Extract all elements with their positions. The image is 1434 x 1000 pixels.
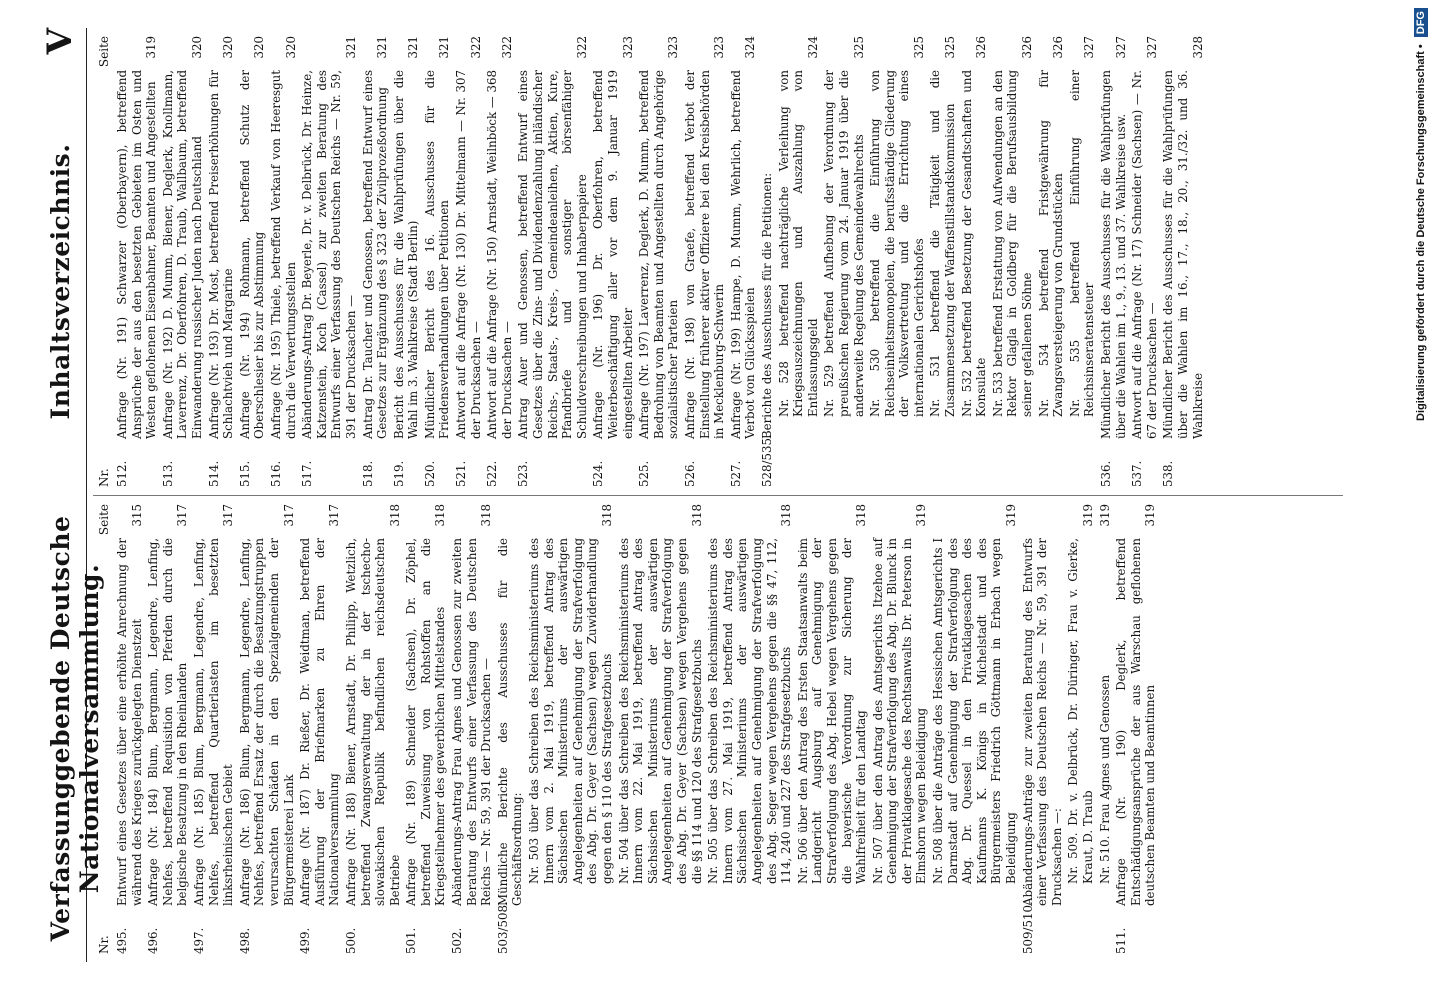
- entry-page: 318: [387, 504, 402, 527]
- entry-text: Anfrage (Nr. 199) Hampe, D. Mumm, Wehrlich, betreffend Verbot von Glücksspielen: [728, 70, 758, 439]
- entry-page: 317: [175, 504, 190, 527]
- entry-text: Nr. 506 über den Antrag des Ersten Staatsanwalts beim Landgericht Augsburg auf Genehmigung der Strafverfolgung des Abg. Hebel wegen Vergehens gegen die bayerische Verordnung zur Sicherung der Wahlfreiheit für den Landtag: [795, 538, 869, 884]
- toc-entry: [161, 36, 205, 487]
- entry-number: 525.: [637, 460, 652, 487]
- toc-entry: [1066, 504, 1095, 954]
- entry-text: Anfrage (Nr. 195) Thiele, betreffend Verkauf von Heeresgut durch die Verwertungsstellen: [268, 70, 298, 439]
- entry-page: 326: [1020, 36, 1035, 59]
- entry-page: 319: [1143, 504, 1158, 527]
- entry-number: 522.: [485, 460, 500, 487]
- toc-entry: [1114, 504, 1158, 954]
- entry-text: Anfrage (Nr. 193) Dr. Most, betreffend Preiserhöhungen für Schlachtvieh und Margarine: [206, 70, 236, 439]
- nr-header: Nr.: [97, 935, 111, 954]
- entry-page: 322: [499, 36, 514, 59]
- entry-text: Abänderungs-Antrag Frau Agnes und Genossen zur zweiten Beratung des Entwurfs einer Verfassung des Deutschen Reichs — Nr. 59, 391 der Drucksachen —: [450, 538, 494, 906]
- entry-number: 528/535.: [759, 434, 774, 487]
- entry-page: 318: [479, 504, 494, 527]
- entry-text: Abänderungs-Anträge zur zweiten Beratung des Entwurfs einer Verfassung des Deutschen Reichs — Nr. 59, 391 der Drucksachen —:: [1020, 538, 1064, 906]
- entry-page: 323: [666, 36, 681, 59]
- entry-number: 501.: [404, 927, 419, 954]
- entry-page: 319: [1004, 504, 1019, 527]
- entry-text: Nr. 507 über den Antrag des Amtsgerichts Itzehoe auf Genehmigung der Strafverfolgung des Abg. Dr. Blunck in der Privatklagesache des Rechtsanwalts Dr. Peterson in Elmshorn wegen Beleidigung: [870, 538, 929, 884]
- entry-text: Anfrage (Nr. 185) Blum, Bergmann, Legendre, Lenfing, Nehfes, betreffend Quartierlasten im besetzten linksrheinischen Gebiet: [191, 538, 236, 906]
- entry-text: Mündlicher Bericht des Ausschusses für die Wahlprüfungen über die Wahlen im 16., 17., 18., 20., 31./32. und 36. Wahlkreise: [1161, 70, 1205, 439]
- entry-number: 497.: [191, 927, 206, 954]
- entry-number: 537.: [1130, 460, 1145, 487]
- toc-entry: [1161, 36, 1205, 487]
- entry-text: Nr. 504 über das Schreiben des Reichsministeriums des Innern vom 22. Mai 1919, betreffend Antrag des Sächsischen Ministeriums der auswärtigen Angelegenheiten auf Genehmigung der Strafverfolgung des Abg. Dr. Geyer (Sachsen) wegen Vergehens gegen die §§ 114 und 120 des Strafgesetzbuchs: [616, 538, 704, 884]
- entry-page: 324: [805, 36, 820, 59]
- entry-page: 321: [406, 36, 421, 59]
- entry-number: 498.: [237, 927, 252, 954]
- toc-entry: [496, 504, 525, 954]
- toc-entry: [1098, 504, 1113, 954]
- entry-text: Abänderungs-Antrag Dr. Beyerle, Dr. v. Delbrück, Dr. Heinze, Katzenstein, Koch (Cassel) zur zweiten Beratung des Entwurfs einer Verfassung des Deutschen Reichs — Nr. 59, 391 der Drucksachen —: [300, 70, 358, 439]
- entry-number: 523.: [516, 460, 531, 487]
- toc-entry: [238, 36, 267, 487]
- entry-page: 318: [854, 504, 869, 527]
- entry-page: 326: [1051, 36, 1066, 59]
- toc-entry: [1037, 36, 1066, 487]
- toc-entry: [1099, 36, 1128, 487]
- entry-text: Nr. 528 betreffend nachträgliche Verleihung von Kriegsauszeichnungen und Auszahlung von Entlassungsgeld: [776, 70, 820, 417]
- toc-entry: [527, 504, 615, 954]
- entry-text: Anfrage (Nr. 191) Schwarzer (Oberbayern), betreffend Ansprüche der aus den besetzten Gebieten im Osten und Westen geflohenen Eisenbahner, Beamten und Angestellten: [115, 70, 159, 439]
- toc-entry: [298, 504, 342, 954]
- entry-text: Anfrage (Nr. 187) Dr. Rießer, Dr. Weidtman, betreffend Ausführung der Briefmarken zu Ehren der Nationalversammlung: [298, 538, 342, 906]
- entry-text: Nr. 532 betreffend Besetzung der Gesandtschaften und Konsulate: [959, 70, 989, 417]
- entry-text: Anfrage (Nr. 190) Deglerk, betreffend Entschädigungsansprüche der aus Warschau geflohenen deutschen Beamten und Beamtinnen: [1114, 538, 1158, 906]
- entry-page: 319: [1081, 504, 1095, 527]
- document-title: Verfassunggebende Deutsche Nationalversammlung.: [46, 515, 104, 942]
- entry-text: Anfrage (Nr. 186) Blum, Bergmann, Legendre, Lenfing, Nehfes, betreffend Ersatz der durch die Besatzungstruppen verursachten Schäden in den Spezialgemeinden der Bürgermeisterei Lank: [237, 538, 296, 906]
- column-header: [97, 36, 115, 487]
- entry-number: 513.: [160, 460, 175, 487]
- entry-page: 322: [468, 36, 483, 59]
- entry-page: 322: [574, 36, 589, 59]
- toc-entry: [796, 504, 869, 954]
- nr-header: Nr.: [97, 468, 111, 487]
- entry-text: Bericht des Ausschusses für die Wahlprüfungen über die Wahl im 3. Wahlkreise (Stadt Berlin): [391, 70, 421, 439]
- entry-page: 323: [712, 36, 727, 59]
- toc-entry: [777, 36, 821, 487]
- entry-text: Anfrage (Nr. 192) D. Mumm, Biener, Deglerk, Knollmann, Laverrenz, Dr. Oberfohren, D. Traub, Wallbaum, betreffend Einwanderung russischer Juden nach Deutschland: [160, 70, 204, 439]
- entry-text: Nr. 503 über das Schreiben des Reichsministeriums des Innern vom 2. Mai 1919, betreffend Antrag des Sächsischen Ministeriums der auswärtigen Angelegenheiten auf Genehmigung der Strafverfolgung des Abg. Dr. Geyer (Sachsen) wegen Zuwiderhandlung gegen den § 110 des Strafgesetzbuchs: [527, 538, 614, 884]
- toc-entry: [591, 36, 635, 487]
- entry-page: 318: [433, 504, 448, 527]
- toc-entry: [423, 36, 452, 487]
- toc-entry: [928, 36, 957, 487]
- entry-number: 511.: [1114, 927, 1129, 954]
- section-title: Inhaltsverzeichnis.: [46, 143, 75, 420]
- entry-number: 499.: [298, 927, 313, 954]
- entry-page: 318: [689, 504, 704, 527]
- entry-page: 325: [943, 36, 958, 59]
- toc-entry: [238, 504, 296, 954]
- toc-entry: [300, 36, 358, 487]
- entry-text: Anfrage (Nr. 194) Rohmann, betreffend Schutz der Oberschlesier bis zur Abstimmung: [237, 70, 267, 439]
- entry-page: 323: [620, 36, 635, 59]
- entry-page: 320: [189, 36, 204, 59]
- left-column: [93, 495, 1343, 962]
- toc-entry: [871, 504, 929, 954]
- entry-text: Anfrage (Nr. 198) von Graefe, betreffend Verbot der Einstellung früherer aktiver Offiziere bei den Kreisbehörden in Mecklenburg-Schwerin: [682, 70, 727, 439]
- entry-text: Entwurf eines Gesetzes über eine erhöhte Anrechnung der während des Krieges zurückgelegten Dienstzeit: [115, 538, 144, 906]
- entry-page: 317: [327, 504, 342, 527]
- entry-text: Nr. 509. Dr. v. Delbrück, Dr. Düringer, Frau v. Gierke, Kraut, D. Traub: [1066, 538, 1095, 884]
- toc-entry: [822, 36, 866, 487]
- toc-entry: [404, 504, 448, 954]
- entry-number: 527.: [728, 460, 743, 487]
- digitization-text: Digitalisierung gefördert durch die Deutsche Forschungsgemeinschaft •: [1415, 44, 1427, 421]
- entry-page: 327: [1113, 36, 1128, 59]
- entry-number: 521.: [454, 460, 469, 487]
- entry-page: 319: [1097, 504, 1112, 527]
- entry-page: 320: [252, 36, 267, 59]
- seite-header: Seite: [97, 36, 111, 68]
- entry-number: 520.: [422, 460, 437, 487]
- toc-entry: [683, 36, 727, 487]
- entry-page: 320: [283, 36, 298, 59]
- toc-entry: [729, 36, 758, 487]
- toc-entry: [516, 36, 589, 487]
- entry-page: 315: [129, 504, 144, 527]
- entry-text: Anfrage (Nr. 189) Schneider (Sachsen), Dr. Zöphel, betreffend Zuweisung von Rohstoffen an die Kriegsteilnehmer des gewerblichen Mittelstandes: [404, 538, 448, 906]
- entry-text: Antwort auf die Anfrage (Nr. 17) Schneider (Sachsen) — Nr. 67 der Drucksachen —: [1130, 70, 1159, 439]
- left-entry-list: [115, 504, 1158, 954]
- entry-page: 325: [911, 36, 926, 59]
- page-number: V: [40, 28, 80, 55]
- entry-page: 319: [144, 36, 159, 59]
- entry-page: 327: [1144, 36, 1159, 59]
- toc-entry: [392, 36, 421, 487]
- toc-entry: [760, 36, 775, 487]
- right-column: [93, 28, 1343, 495]
- entry-text: Nr. 533 betreffend Erstattung von Aufwendungen an den Rektor Glagla in Goldberg für die Berufsausbildung seiner gefallenen Söhne: [990, 70, 1035, 417]
- entry-number: 496.: [146, 927, 161, 954]
- toc-entry: [960, 36, 989, 487]
- toc-columns: [93, 28, 1343, 962]
- entry-number: 509/510.: [1020, 901, 1035, 954]
- entry-page: 317: [221, 504, 236, 527]
- entry-text: Antrag Auer und Genossen, betreffend Entwurf eines Gesetzes über die Zins- und Dividendenzahlung inländischer Reichs-, Staats-, Kreis-, Gemeindeanleihen, Aktien, Kure, Pfandbriefe und sonstiger börsenfähiger Schuldverschreibungen und Inhaberpapiere: [516, 70, 589, 439]
- entry-number: 519.: [391, 460, 406, 487]
- entry-number: 526.: [682, 460, 697, 487]
- dfg-logo: DFG: [1414, 8, 1428, 37]
- entry-number: 524.: [591, 460, 606, 487]
- entry-text: Nr. 510. Frau Agnes und Genossen: [1097, 674, 1112, 884]
- entry-text: Antrag Dr. Taucher und Genossen, betreffend Entwurf eines Gesetzes zur Ergänzung des § 323 der Zivilprozeßordnung: [360, 70, 390, 439]
- entry-text: Anfrage (Nr. 197) Laverrenz, Deglerk, D. Mumm, betreffend Bedrohung von Beamten und Angestellten durch Angehörige sozialistischer Parteien: [637, 70, 681, 439]
- seite-header: Seite: [97, 504, 111, 536]
- toc-entry: [637, 36, 681, 487]
- entry-page: 321: [437, 36, 452, 59]
- right-entry-list: [115, 36, 1205, 487]
- toc-entry: [1068, 36, 1097, 487]
- toc-entry: [617, 504, 705, 954]
- entry-text: Nr. 529 betreffend Aufhebung der Verordnung der preußischen Regierung vom 24. Januar 1919 über die anderweite Regelung des Gemeindewahlrechts: [822, 70, 866, 417]
- entry-page: 320: [221, 36, 236, 59]
- entry-text: Antwort auf die Anfrage (Nr. 130) Dr. Mittelmann — Nr. 307 der Drucksachen —: [454, 70, 483, 439]
- entry-text: Berichte des Ausschusses für die Petitionen:: [759, 172, 774, 439]
- toc-entry: [931, 504, 1019, 954]
- toc-entry: [1021, 504, 1065, 954]
- entry-page: 318: [779, 504, 794, 527]
- toc-entry: [344, 504, 402, 954]
- toc-entry: [454, 36, 483, 487]
- entry-page: 325: [851, 36, 866, 59]
- entry-text: Nr. 535 betreffend Einführung einer Reichsinseratensteuer: [1067, 70, 1097, 417]
- toc-entry: [115, 504, 144, 954]
- entry-number: 536.: [1099, 460, 1113, 487]
- toc-entry: [361, 36, 390, 487]
- entry-page: 328: [1190, 36, 1205, 59]
- entry-page: 321: [343, 36, 358, 59]
- entry-text: Nr. 534 betreffend Fristgewährung für Zwangsversteigerung von Grundstücken: [1036, 70, 1066, 417]
- entry-text: Nr. 530 betreffend die Einführung von Reichseinheitsmonopolen, die berufsständige Gliederung der Volksvertretung und die Errichtung eines internationalen Gerichtshofes: [868, 70, 926, 417]
- entry-text: Anfrage (Nr. 184) Blum, Bergmann, Legendre, Lenfing, Nehfes, betreffend Requisition von Pferden durch die belgische Besatzung in den Rheinlanden: [146, 538, 190, 906]
- entry-number: 517.: [300, 460, 315, 487]
- entry-number: 503/508.: [495, 901, 510, 954]
- entry-text: Antwort auf die Anfrage (Nr. 150) Arnstadt, Weilnböck — 368 der Drucksachen —: [485, 70, 514, 439]
- entry-number: 502.: [450, 927, 465, 954]
- entry-number: 500.: [343, 927, 358, 954]
- digitization-note: [1410, 8, 1432, 998]
- toc-entry: [1130, 36, 1159, 487]
- entry-number: 538.: [1161, 460, 1176, 487]
- toc-entry: [115, 36, 159, 487]
- entry-text: Nr. 508 über die Anträge des Hessischen Amtsgerichts I Darmstadt auf Genehmigung der Strafverfolgung des Abg. Dr. Quessel in den Privatklagesachen des Kaufmanns K. Königs in Michelstadt und des Bürgermeisters Friedrich Göttmann in Erbach wegen Beleidigung: [931, 538, 1019, 884]
- toc-entry: [706, 504, 794, 954]
- toc-entry: [991, 36, 1035, 487]
- entry-page: 317: [281, 504, 296, 527]
- toc-entry: [868, 36, 926, 487]
- entry-text: Anfrage (Nr. 188) Biener, Arnstadt, Dr. Philipp, Wetzlich, betreffend Zwangsverwaltung der in der tschecho-slowakischen Republik befindlichen reichsdeutschen Betriebe: [343, 538, 402, 906]
- entry-number: 516.: [268, 460, 283, 487]
- entry-text: Mündlicher Bericht des Ausschusses für die Wahlprüfungen über die Wahlen im 1., 9., 13. und 37. Wahlkreise usw.: [1099, 70, 1128, 439]
- entry-number: 495.: [115, 927, 129, 954]
- entry-number: 515.: [237, 460, 252, 487]
- entry-text: Nr. 531 betreffend die Tätigkeit und die Zusammensetzung der Waffenstillstandskommission: [928, 70, 958, 417]
- toc-entry: [207, 36, 236, 487]
- entry-page: 321: [375, 36, 390, 59]
- entry-page: 326: [974, 36, 989, 59]
- entry-page: 324: [743, 36, 758, 59]
- entry-page: 327: [1082, 36, 1097, 59]
- entry-number: 514.: [206, 460, 221, 487]
- toc-entry: [485, 36, 514, 487]
- column-header: [97, 504, 115, 954]
- entry-text: Mündliche Berichte des Ausschusses für die Geschäftsordnung:: [495, 538, 525, 906]
- entry-text: Nr. 505 über das Schreiben des Reichsministeriums des Innern vom 27. Mai 1919, betreffend Antrag des Sächsischen Ministeriums der auswärtigen Angelegenheiten auf Genehmigung der Strafverfolgung des Abg. Seger wegen Vergehens gegen die §§ 47, 112, 114, 240 und 227 des Strafgesetzbuchs: [706, 538, 794, 884]
- entry-page: 318: [600, 504, 614, 527]
- toc-entry: [450, 504, 494, 954]
- toc-entry: [192, 504, 236, 954]
- entry-number: 518.: [360, 460, 375, 487]
- entry-page: 319: [914, 504, 929, 527]
- entry-text: Anfrage (Nr. 196) Dr. Oberfohren, betreffend Weiterbeschäftigung aller vor dem 9. Januar 1919 eingestellten Arbeiter: [591, 70, 635, 439]
- entry-number: 512.: [115, 460, 129, 487]
- toc-entry: [146, 504, 190, 954]
- toc-entry: [269, 36, 298, 487]
- entry-text: Mündlicher Bericht des 16. Ausschusses für die Friedensverhandlungen über Petitionen: [422, 70, 452, 439]
